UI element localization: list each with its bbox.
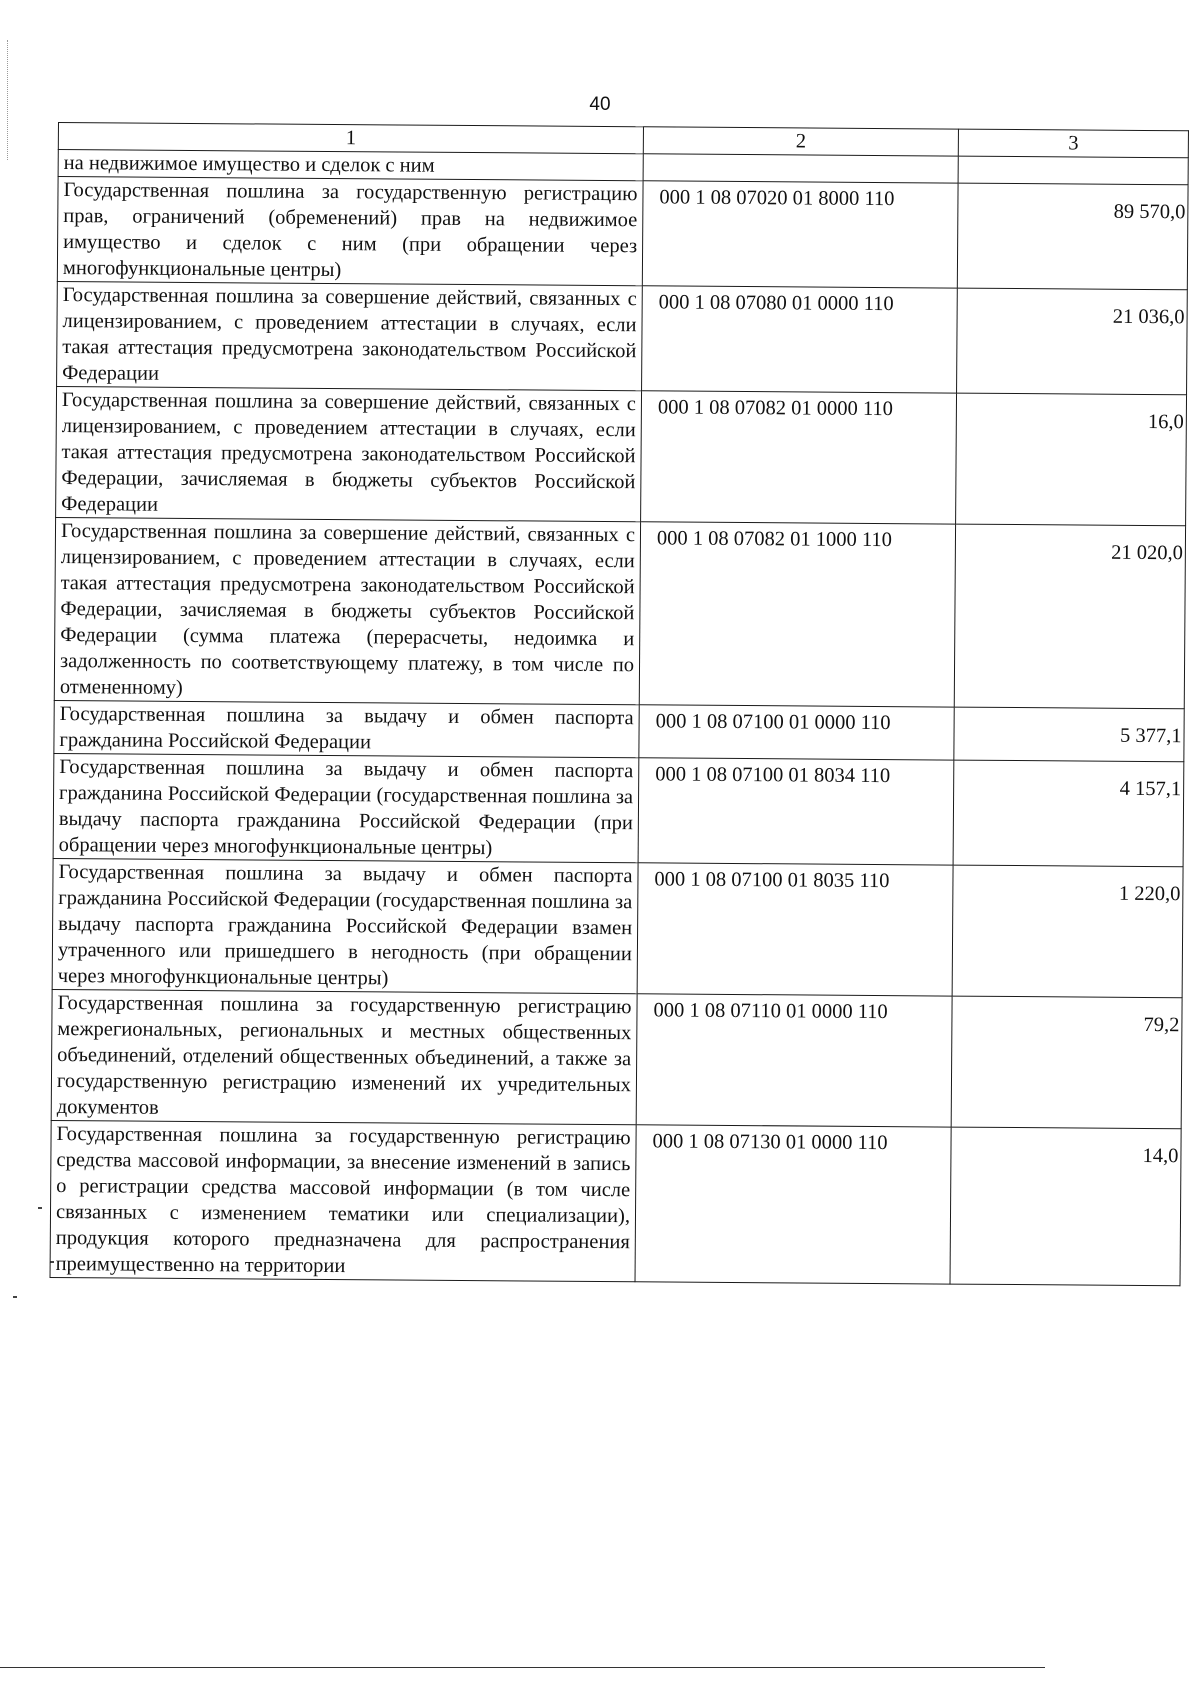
row-amount: 5 377,1	[954, 707, 1184, 762]
row-amount: 21 020,0	[954, 524, 1185, 709]
scan-mark	[38, 1207, 42, 1209]
revenue-table	[50, 122, 1189, 1286]
table-row	[54, 517, 1185, 708]
table-row	[50, 1120, 1181, 1285]
row-code: 000 1 08 07082 01 1000 110	[639, 522, 955, 707]
continuation-text: на недвижимое имущество и сделок с ним	[58, 150, 643, 181]
row-amount: 14,0	[950, 1127, 1181, 1286]
row-code: 000 1 08 07020 01 8000 110	[642, 181, 958, 288]
row-code: 000 1 08 07100 01 8034 110	[638, 758, 954, 865]
row-description: Государственная пошлина за государственную регистрацию прав, ограничений (обременений) прав на недвижимое имущество и сделок с ним (при обращении через многофункциональные центры)	[57, 177, 643, 286]
row-code: 000 1 08 07130 01 0000 110	[635, 1125, 951, 1284]
table-row	[52, 858, 1183, 997]
column-header-1: 1	[58, 123, 643, 154]
row-code: 000 1 08 07100 01 8035 110	[637, 863, 953, 996]
row-code: 000 1 08 07100 01 0000 110	[639, 705, 954, 760]
empty-cell	[643, 154, 958, 183]
table-row	[54, 700, 1184, 761]
table-row	[51, 989, 1182, 1128]
row-description: Государственная пошлина за совершение действий, связанных с лицензированием, с проведением аттестации в случаях, если такая аттестация предусмотрена законодательством Российской Федерации, зачисляемая в бюджеты субъектов Российской Федерации	[56, 386, 642, 521]
row-description: Государственная пошлина за совершение действий, связанных с лицензированием, с проведением аттестации в случаях, если такая аттестация предусмотрена законодательством Российской Федерации, зачисляемая в бюджеты субъектов Российской Федерации (сумма платежа (перерасчеты, недоимка и задолженность по соответствующему платежу, в том числе по отмененному)	[54, 517, 640, 704]
row-description: Государственная пошлина за выдачу и обмен паспорта гражданина Российской Федерации (государственная пошлина за выдачу паспорта гражданина Российской Федерации взамен утраченного или пришедшего в негодность (при обращении через многофункциональные центры)	[52, 858, 638, 993]
row-amount: 21 036,0	[957, 288, 1188, 395]
scan-mark	[13, 1296, 17, 1298]
page-number: 40	[589, 94, 611, 115]
table-row	[56, 386, 1187, 525]
row-amount: 4 157,1	[953, 760, 1184, 867]
column-header-2: 2	[643, 127, 958, 156]
row-description: Государственная пошлина за государственную регистрацию межрегиональных, региональных и местных общественных объединений, отделений общественных объединений, а также за государственную регистрацию изменений их учредительных документов	[51, 989, 637, 1124]
revenue-table-wrapper	[50, 122, 1188, 1286]
row-description: Государственная пошлина за выдачу и обмен паспорта гражданина Российской Федерации	[54, 700, 639, 757]
row-description: Государственная пошлина за выдачу и обмен паспорта гражданина Российской Федерации (государственная пошлина за выдачу паспорта гражданина Российской Федерации (при обращении через многофункциональные центры)	[53, 753, 639, 862]
column-header-3: 3	[958, 129, 1188, 158]
table-row	[57, 281, 1188, 394]
row-code: 000 1 08 07110 01 0000 110	[636, 994, 952, 1127]
table-row	[53, 753, 1184, 866]
row-amount: 79,2	[951, 996, 1182, 1129]
row-amount: 89 570,0	[957, 183, 1188, 290]
row-amount: 16,0	[956, 393, 1187, 526]
row-amount: 1 220,0	[952, 865, 1183, 998]
row-description: Государственная пошлина за государственную регистрацию средства массовой информации, за внесение изменений в запись о регистрации средства массовой информации (в том числе связанных с изменением тематики или специализации), продукция которого предназначена для распространения преимущественно на территории	[50, 1120, 636, 1281]
table-row	[57, 177, 1188, 290]
row-code: 000 1 08 07080 01 0000 110	[642, 286, 958, 393]
row-code: 000 1 08 07082 01 0000 110	[641, 391, 957, 524]
empty-cell	[958, 156, 1188, 185]
footer-divider	[0, 1667, 1045, 1668]
row-description: Государственная пошлина за совершение действий, связанных с лицензированием, с проведением аттестации в случаях, если такая аттестация предусмотрена законодательством Российской Федерации	[57, 281, 643, 390]
